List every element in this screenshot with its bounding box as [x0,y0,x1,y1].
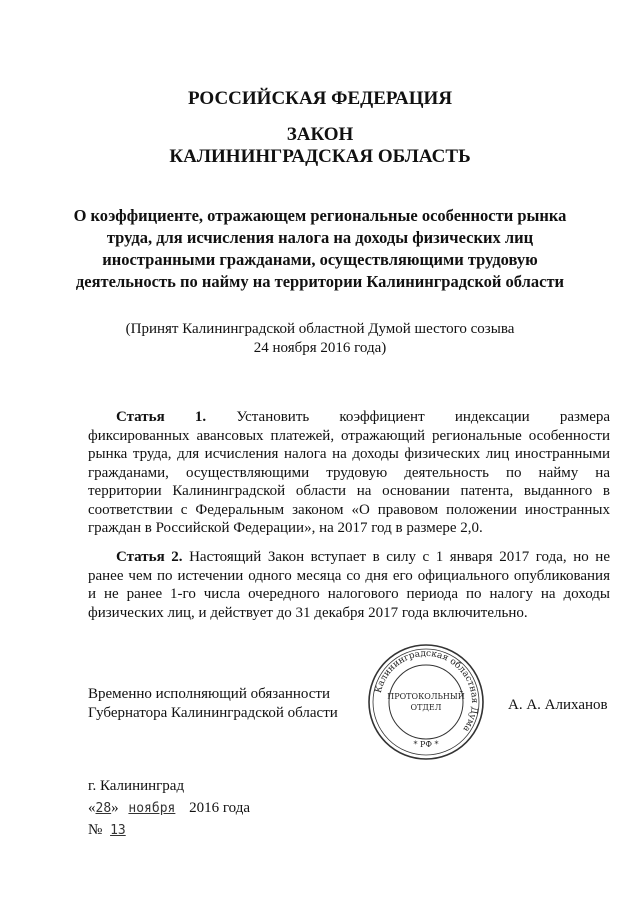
article-line: ранее чем по истечении одного месяца со дня его официального опубликования [88,567,610,584]
adoption-note-line: (Принят Калининградской областной Думой шестого созыва [125,321,515,337]
signer-name: А. А. Алиханов [508,697,608,713]
article-2-heading: Статья 2. [116,549,183,565]
article-line: соответствии с Федеральным законом «О правовом положении иностранных [88,501,610,518]
article-1-heading: Статья 1. [116,409,207,425]
article-line [88,408,610,427]
law-heading: ЗАКОН [286,124,354,145]
date-month: ноября [128,801,176,816]
stamp-center-text: ПРОТОКОЛЬНЫЙ [387,692,465,701]
law-number-value: 13 [110,823,126,838]
law-title-line: О коэффициенте, отражающем региональные особенности рынка [73,206,567,225]
federation-heading: РОССИЙСКАЯ ФЕДЕРАЦИЯ [187,88,453,109]
article-line: фиксированных авансовых платежей, отражающий региональные особенности [88,427,610,444]
date-quote-open: « [88,800,96,816]
article-line: гражданами, осуществляющими трудовую деятельность по найму на [88,464,610,481]
signer-position-line: Временно исполняющий обязанности [88,686,331,702]
article-line: и не ранее 1-го числа очередного налогового периода по налогу на доходы [88,586,610,602]
law-title [0,205,640,293]
region-heading: КАЛИНИНГРАДСКАЯ ОБЛАСТЬ [169,146,471,167]
place-of-signing: г. Калининград [88,778,185,794]
adoption-note [0,320,640,358]
article-2-text-start: Настоящий Закон вступает в силу с 1 января 2017 года, но не [189,549,610,565]
article-line: территории Калининградской области на основании патента, выданного в [88,483,610,499]
article-line: граждан в Российской Федерации», на 2017 год в размере 2,0. [88,520,483,536]
law-title-line: труда, для исчисления налога на доходы физических лиц [106,228,534,247]
article-1 [88,408,610,538]
law-number [88,822,126,839]
stamp-bottom-text: * РФ * [413,740,439,749]
date-quote-close: » [111,800,119,816]
article-1-text-start: Установить коэффициент индексации размера [236,409,611,425]
article-2 [88,548,610,622]
stamp-ring-text: Калининградская областная Дума [373,648,480,734]
date-year: 2016 года [189,800,251,816]
adoption-date: 24 ноября 2016 года) [253,340,387,356]
law-title-line: деятельность по найму на территории Калининградской области [75,272,565,291]
number-sign: № [88,822,103,838]
date-day: 28 [95,801,112,816]
stamp-center-text: ОТДЕЛ [410,703,442,712]
official-stamp [366,642,486,762]
article-line [88,548,610,567]
article-line: физических лиц, и действует до 31 декабря 2017 года включительно. [88,604,528,621]
signing-date [88,800,250,817]
article-line: рынка труда, для исчисления налога на доходы физических лиц иностранными [88,446,610,462]
law-title-line: иностранными гражданами, осуществляющими трудовую [102,250,538,269]
signer-position [88,685,338,723]
signer-position-line: Губернатора Калининградской области [88,705,338,721]
